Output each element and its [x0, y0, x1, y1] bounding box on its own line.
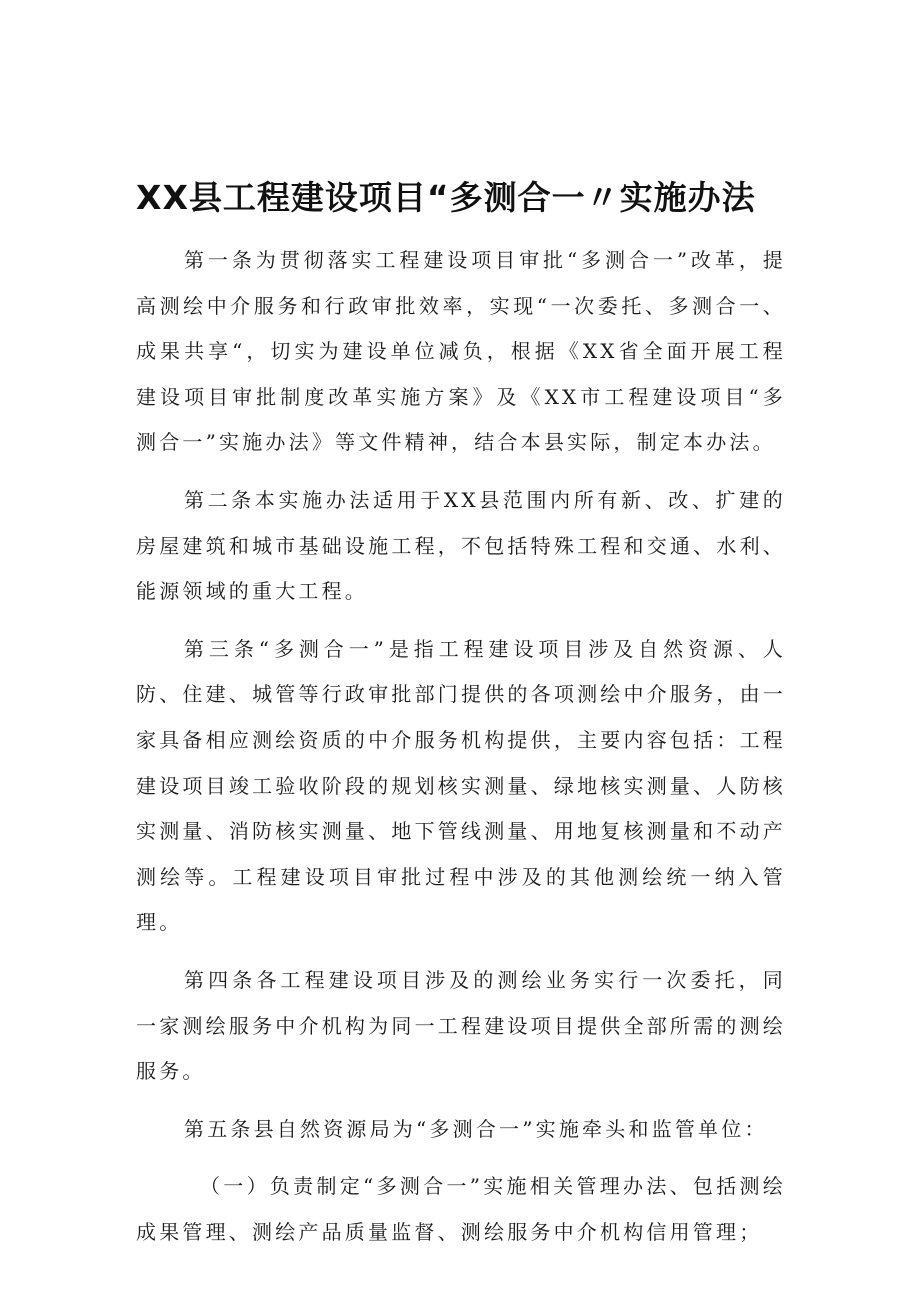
paragraph-article-3: 第三条“多测合一”是指工程建设项目涉及自然资源、人防、住建、城管等行政审批部门提供的各项测绘中介服务，由一家具备相应测绘资质的中介服务机构提供，主要内容包括：工程建设项目竣工验收阶段的规划核实测量、绿地核实测量、人防核实测量、消防核实测量、地下管线测量、用地复核测量和不动产测绘等。工程建设项目审批过程中涉及的其他测绘统一纳入管理。	[136, 636, 786, 935]
document-title: XX县工程建设项目“多测合一〃实施办法	[136, 178, 756, 217]
paragraph-article-5: 第五条县自然资源局为“多测合一”实施牵头和监管单位：	[184, 1116, 768, 1141]
document-body	[136, 238, 786, 1267]
paragraph-article-4: 第四条各工程建设项目涉及的测绘业务实行一次委托，同一家测绘服务中介机构为同一工程建设项目提供全部所需的测绘服务。	[136, 967, 786, 1084]
paragraph-article-1: 第一条为贯彻落实工程建设项目审批“多测合一”改革，提高测绘中介服务和行政审批效率，实现“一次委托、多测合一、成果共享“，切实为建设单位减负，根据《XX省全面开展工程建设项目审批制度改革实施方案》及《XX市工程建设项目“多测合一”实施办法》等文件精神，结合本县实际，制定本办法。	[136, 248, 786, 455]
paragraph-article-2: 第二条本实施办法适用于XX县范围内所有新、改、扩建的房屋建筑和城市基础设施工程，不包括特殊工程和交通、水利、能源领域的重大工程。	[136, 487, 786, 604]
paragraph-item-1: （一）负责制定“多测合一”实施相关管理办法、包括测绘成果管理、测绘产品质量监督、测绘服务中介机构信用管理；	[136, 1174, 786, 1244]
